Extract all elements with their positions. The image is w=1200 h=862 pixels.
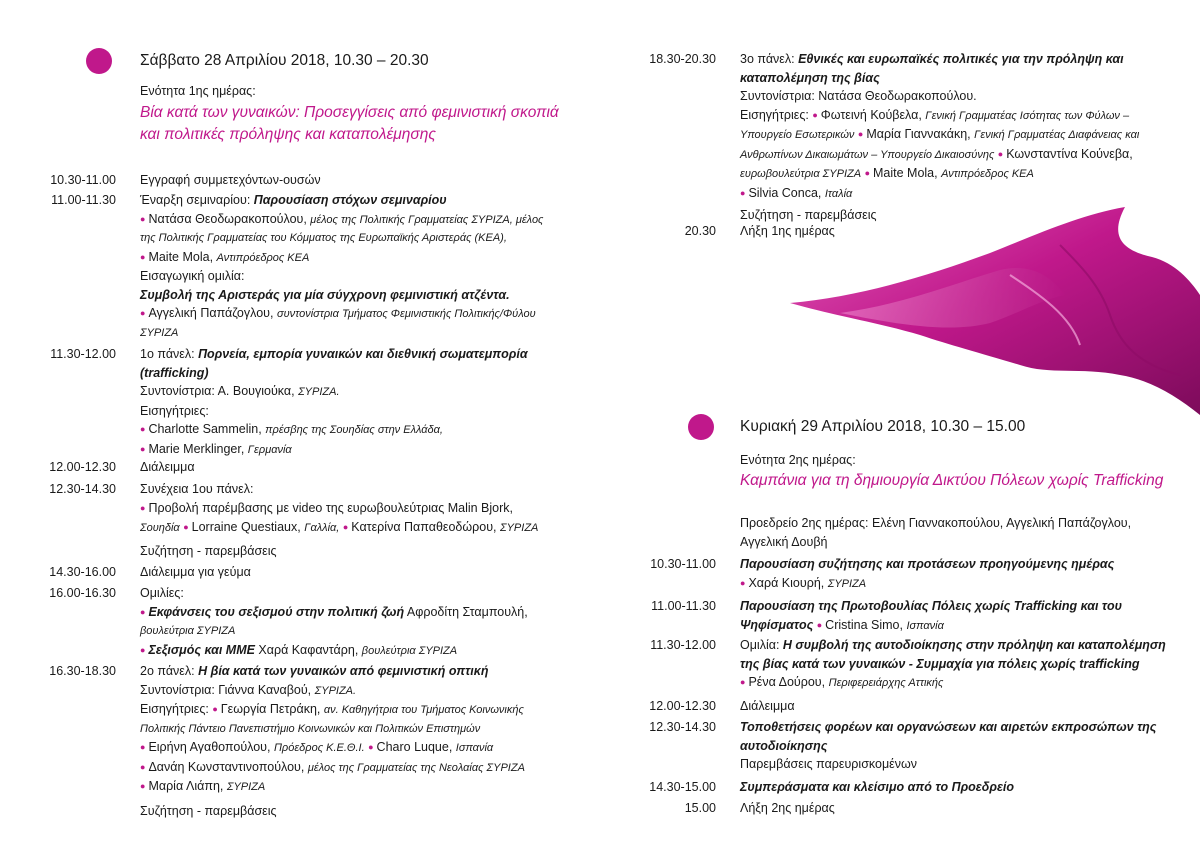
time-slot: 10.30-11.00 [50,173,116,187]
day1-header: Σάββατο 28 Απριλίου 2018, 10.30 – 20.30 [140,52,429,69]
pink-fabric-illustration [780,205,1200,415]
time-slot: 11.30-12.00 [50,347,116,361]
speaker-role: Ιταλία [824,187,853,200]
day2-unit-title: Καμπάνια για τη δημιουργία Δικτύου Πόλεων χωρίς Trafficking [740,472,1164,489]
speaker-name: Μαρία Λιάπη, [148,779,227,793]
speaker-role: συντονίστρια Τμήματος Φεμινιστικής Πολιτικής/Φύλου [276,308,536,320]
session-title: καταπολέμηση της βίας [740,70,880,85]
video-intervention: Προβολή παρέμβασης με video της ευρωβουλεύτριας Malin Bjork, [148,500,513,515]
coordinator-role: ΣΥΡΙΖΑ. [314,684,357,697]
time-slot: 15.00 [684,801,716,815]
talk-title: Εκφάνσεις του σεξισμού στην πολιτική ζωή [148,604,405,619]
session-prefix: 2ο πάνελ: [140,664,199,678]
day2-header: Κυριακή 29 Απριλίου 2018, 10.30 – 15.00 [740,418,1026,435]
session-title: της βίας κατά των γυναικών - Συμμαχία για πόλεις χωρίς trafficking [740,656,1140,671]
session-title: Παρουσίαση της Πρωτοβουλίας Πόλεις χωρίς Trafficking και του [740,599,1123,613]
speaker-role: Υπουργείο Εσωτερικών [740,129,855,141]
pink-bullet-icon: ● [140,424,146,434]
speaker-name: Αγγελική Παπάζογλου, [148,306,277,320]
speaker-name: Charo Luque, [376,740,456,754]
coordinator: Συντονίστρια: Γιάννα Καναβού, [140,682,315,697]
session-label: Ομιλίες: [140,586,184,600]
session-registration: Εγγραφή συμμετεχόντων-ουσών [140,173,321,187]
discussion: Συζήτηση - παρεμβάσεις [140,543,277,558]
speaker-role: Περιφερειάρχης Αττικής [828,677,944,689]
day2-session-conclusions: Συμπεράσματα και κλείσιμο από το Προεδρείο [740,780,1015,794]
intro-title: Συμβολή της Αριστεράς για μία σύγχρονη φεμινιστική ατζέντα. [140,287,510,302]
talk-title: Σεξισμός και ΜΜΕ [148,642,255,657]
speaker-role: Ισπανία [455,742,494,754]
speaker-role: Αντιπρόεδρος ΚΕΑ [941,168,1034,180]
speaker-role: Ανθρωπίνων Δικαιωμάτων – Υπουργείο Δικαιοσύνης [740,148,995,161]
discussion: Συζήτηση - παρεμβάσεις [740,208,877,222]
session-panel3 [740,50,1195,225]
speaker-role: αν. Καθηγήτρια του Τμήματος Κοινωνικής [323,704,524,716]
discussion: Συζήτηση - παρεμβάσεις [140,803,277,818]
day2-bullet-dot [688,414,714,440]
speaker-role: Πρόεδρος Κ.Ε.Θ.Ι. [273,742,365,754]
intro-label: Εισαγωγική ομιλία: [140,269,245,283]
pink-bullet-icon: ● [997,148,1004,159]
speaker-role: μέλος της Πολιτικής Γραμματείας ΣΥΡΙΖΑ, μέλος [310,213,544,226]
pink-bullet-icon: ● [140,308,146,318]
speakers-label: Εισηγήτριες: [140,403,209,418]
day2-presidium [740,514,1195,551]
day2-session-initiative [740,597,1195,635]
day2-session-break: Διάλειμμα [740,699,795,713]
speaker-name: Ρένα Δούρου, [748,675,829,689]
coordinator: Συντονίστρια: Α. Βουγιούκα, [140,384,299,398]
pink-bullet-icon: ● [740,187,746,198]
session-label: Συνέχεια 1ου πάνελ: [140,482,254,496]
pink-bullet-icon: ● [140,443,146,454]
day2-session-end: Λήξη 2ης ημέρας [740,801,835,815]
session-break: Διάλειμμα [140,460,195,474]
pink-bullet-icon: ● [857,129,864,139]
speaker-name: Lorraine Questiaux, [191,520,305,534]
speaker-role: πρέσβης της Σουηδίας στην Ελλάδα, [265,424,443,436]
pink-bullet-icon: ● [864,168,870,178]
session-title: Εθνικές και ευρωπαϊκές πολιτικές για την πρόληψη και [798,52,1124,66]
speaker-name: Χαρά Κιουρή, [748,575,828,590]
speaker-name: Κωνσταντίνα Κούνεβα, [1006,146,1133,161]
time-slot: 12.00-12.30 [649,699,716,713]
session-title: Η συμβολή της αυτοδιοίκησης στην πρόληψη και καταπολέμηση [782,638,1166,652]
pink-bullet-icon: ● [140,213,146,224]
speaker-name: Φωτεινή Κούβελα, [820,107,926,122]
speaker-name: Μαρία Γιαννακάκη, [866,127,975,141]
speaker-role: βουλεύτρια ΣΥΡΙΖΑ [140,625,236,637]
time-slot: 14.30-16.00 [49,565,116,579]
pink-bullet-icon: ● [140,761,146,772]
session-title: Πορνεία, εμπορία γυναικών και διεθνική σωματεμπορία [198,347,528,361]
session-prefix: 3ο πάνελ: [740,52,799,66]
time-slot: 12.30-14.30 [649,720,716,734]
session-prefix: 1ο πάνελ: [140,347,199,361]
speaker-name: Marie Merklinger, [148,441,248,456]
session-title: (trafficking) [140,365,209,380]
pink-bullet-icon: ● [816,619,823,630]
speaker-role: βουλεύτρια ΣΥΡΙΖΑ [361,644,458,657]
time-slot: 18.30-20.30 [649,52,716,66]
pink-bullet-icon: ● [140,742,146,752]
time-slot: 11.00-11.30 [651,599,716,613]
session-title: αυτοδιοίκησης [740,738,828,753]
session-title: Η βία κατά των γυναικών από φεμινιστική οπτική [198,664,489,678]
speakers-label: Εισηγήτριες: [740,107,813,122]
time-slot: 10.30-11.00 [650,557,716,571]
pink-bullet-icon: ● [140,781,146,791]
speaker-name: Charlotte Sammelin, [148,422,266,436]
presidium-line2: Αγγελική Δουβή [740,534,828,549]
pink-bullet-icon: ● [342,522,349,532]
pink-bullet-icon: ● [140,502,146,513]
time-slot: 20.30 [684,224,716,238]
time-slot: 16.30-18.30 [49,664,116,678]
day1-unit-title-line1: Βία κατά των γυναικών: Προσεγγίσεις από φεμινιστική σκοπιά [140,104,559,121]
speaker-role: της Πολιτικής Γραμματείας του Κόμματος της Ευρωπαϊκής Αριστεράς (ΚΕΑ), [140,232,507,244]
day1-unit-label: Ενότητα 1ης ημέρας: [140,84,256,98]
session-opening [140,191,590,342]
session-talks [140,584,590,660]
speaker-role: ΣΥΡΙΖΑ [140,326,179,339]
session-title: Παρουσίαση συζήτησης και προτάσεων προηγούμενης ημέρας [740,557,1115,571]
speaker-role: Ισπανία [906,619,944,632]
speaker-name: Χαρά Καφαντάρη, [254,642,362,657]
presidium-line1: Προεδρείο 2ης ημέρας: Ελένη Γιαννακοπούλου, Αγγελική Παπάζογλου, [740,516,1132,530]
speaker-name: Maite Mola, [873,166,942,180]
speaker-name: Δανάη Κωνσταντινοπούλου, [148,759,308,774]
pink-bullet-icon: ● [212,704,218,714]
session-prefix: Ομιλία: [740,638,783,652]
session-prefix: Έναρξη σεμιναρίου: [140,193,254,207]
speaker-role: ΣΥΡΙΖΑ [827,577,867,590]
time-slot: 14.30-15.00 [649,780,716,794]
speaker-role: Γαλλία, [304,522,340,534]
time-slot: 16.00-16.30 [49,586,116,600]
speaker-role: ΣΥΡΙΖΑ [226,781,266,793]
speaker-role: μέλος της Γραμματείας της Νεολαίας ΣΥΡΙΖΑ [307,761,525,774]
pink-bullet-icon: ● [140,644,146,655]
day2-unit-label: Ενότητα 2ης ημέρας: [740,453,856,467]
pink-bullet-icon: ● [740,577,746,588]
session-title: Ψηφίσματος [740,617,814,632]
day2-session-statements [740,718,1195,774]
speaker-role: Γενική Γραμματέας Διαφάνειας και [974,129,1140,141]
coordinator: Συντονίστρια: Νατάσα Θεοδωρακοπούλου. [740,89,977,103]
pink-bullet-icon: ● [183,522,189,532]
session-panel1 [140,345,590,459]
day2-session-review [740,555,1195,593]
speaker-role: Γενική Γραμματέας Ισότητας των Φύλων – [925,109,1130,122]
speaker-role: Αντιπρόεδρος ΚΕΑ [216,251,310,264]
pink-bullet-icon: ● [140,251,146,262]
speaker-role: Πολιτικής Πάντειο Πανεπιστήμιο Κοινωνικών και Πολιτικών Επιστημών [140,722,481,735]
speaker-name: Ειρήνη Αγαθοπούλου, [148,740,274,754]
session-title: Παρουσίαση στόχων σεμιναρίου [253,193,447,207]
speaker-role: Σουηδία [140,522,180,534]
session-text: Παρεμβάσεις παρευρισκομένων [740,757,917,771]
session-end-day1: Λήξη 1ης ημέρας [740,224,835,238]
time-slot: 11.30-12.00 [650,638,716,652]
session-panel1-continued [140,480,590,560]
speaker-name: Γεωργία Πετράκη, [220,702,324,716]
session-lunch: Διάλειμμα για γεύμα [140,565,251,579]
speaker-name: Silvia Conca, [748,185,825,200]
speaker-name: Maite Mola, [148,249,217,264]
speaker-name: Cristina Simo, [825,617,907,632]
pink-bullet-icon: ● [740,677,746,687]
speaker-role: Γερμανία [247,443,292,456]
day1-unit-title [140,102,559,146]
session-title: Τοποθετήσεις φορέων και οργανώσεων και αιρετών εκπροσώπων της [740,720,1157,734]
speaker-role: ευρωβουλεύτρια ΣΥΡΙΖΑ [740,168,862,180]
speaker-name: Νατάσα Θεοδωρακοπούλου, [148,211,311,226]
speakers-label: Εισηγήτριες: [140,702,213,716]
time-slot: 11.00-11.30 [51,193,116,207]
speaker-role: ΣΥΡΙΖΑ [500,522,539,534]
speaker-name: Αφροδίτη Σταμπουλή, [404,604,528,619]
time-slot: 12.00-12.30 [49,460,116,474]
speaker-name: Κατερίνα Παπαθεοδώρου, [351,520,500,534]
day1-unit-title-line2: και πολιτικές πρόληψης και καταπολέμησης [140,126,436,143]
pink-bullet-icon: ● [140,606,146,617]
day1-bullet-dot [86,48,112,74]
session-panel2 [140,662,595,820]
pink-bullet-icon: ● [368,742,374,752]
pink-bullet-icon: ● [812,109,818,120]
coordinator-role: ΣΥΡΙΖΑ. [298,386,340,398]
time-slot: 12.30-14.30 [49,482,116,496]
day2-session-talk [740,636,1195,693]
